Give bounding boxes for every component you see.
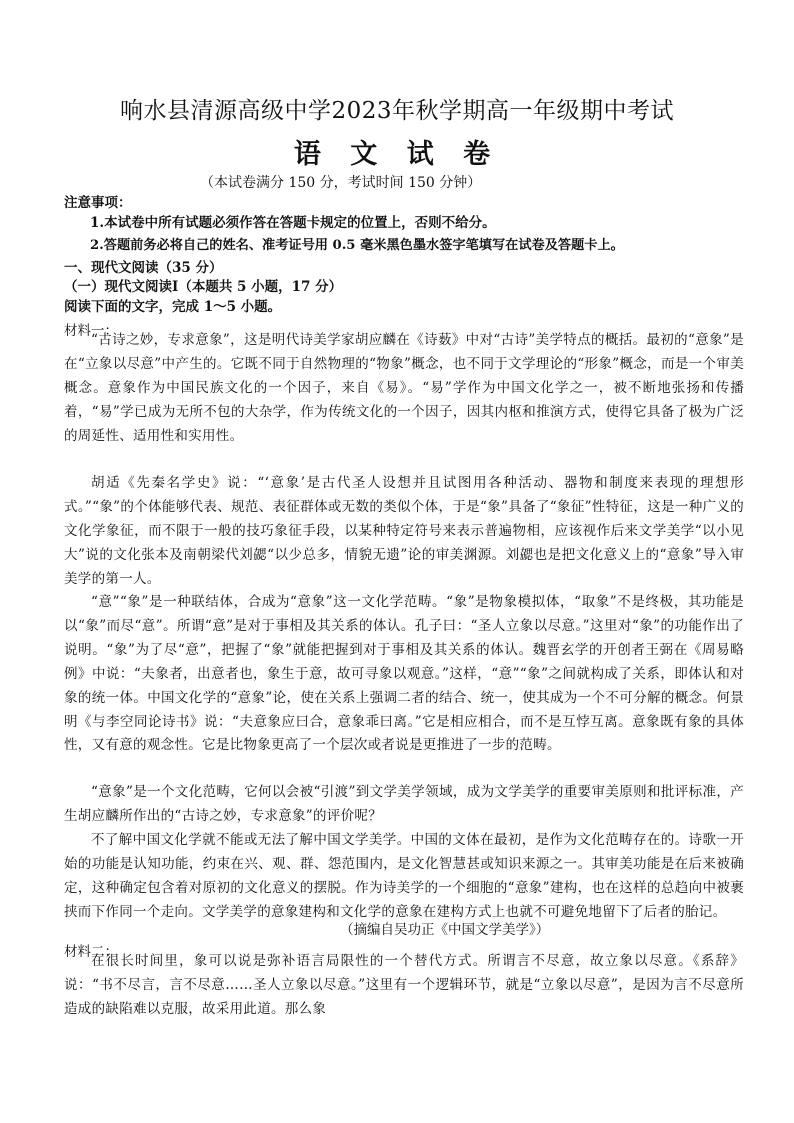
school-title: 响水县清源高级中学2023年秋学期高一年级期中考试 <box>119 98 675 124</box>
section-subheading: （一）现代文阅读Ⅰ（本题共 5 小题，17 分） <box>64 279 343 295</box>
paragraph: “意象”是一个文化范畴，它何以会被“引渡”到文学美学领域，成为文学美学的重要审美原则和批评标准，产生胡应麟所作出的“古诗之妙，专求意象”的评价呢？ <box>64 784 744 824</box>
exam-meta: （本试卷满分 150 分，考试时间 150 分钟） <box>200 175 482 191</box>
paragraph: 在很长时间里，象可以说是弥补语言局限性的一个替代方式。所谓言不尽意，故立象以尽意。《系辞》说：“书不尽言，言不尽意……圣人立象以尽意。”这里有一个逻辑环节，就是“立象以尽意”，是因为言不尽意所造成的缺陷难以克服，故采用此道。那么象 <box>64 953 744 1017</box>
notice-item: 1.本试卷中所有试题必须作答在答题卡规定的位置上，否则不给分。 <box>90 215 496 231</box>
notice-item: 2.答题前务必将自己的姓名、准考证号用 0.5 毫米黑色墨水签字笔填写在试卷及答题卡上。 <box>90 238 624 253</box>
paragraph: “意”“象”是一种联结体，合成为“意象”这一文化学范畴。“象”是物象模拟体，“取象”不是终极，其功能是以“象”而尽“意”。所谓“意”是对于事相及其关系的体认。孔子曰：“圣人立象以尽意。”这里对“象”的功能作出了说明。“象”为了尽“意”，把握了“象”就能把握到对于事相及其关系的体认。魏晋玄学的开创者王弼在《周易略例》中说：“夫象者，出意者也，象生于意，故可寻象以观意。”这样，“意”“象”之间就构成了关系，即体认和对象的统一体。中国文化学的“意象”论，使在关系上强调二者的结合、统一，使其成为一个不可分解的概念。何景明《与李空同论诗书》说：“夫意象应曰合，意象乖曰离。”它是相应相合，而不是互悖互离。意象既有象的具体性，又有意的观念性。它是比物象更高了一个层次或者说是更推进了一步的范畴。 <box>64 594 744 754</box>
paragraph: “古诗之妙，专求意象”，这是明代诗美学家胡应麟在《诗薮》中对“古诗”美学特点的概括。最初的“意象”是在“立象以尽意”中产生的。它既不同于自然物理的“物象”概念，也不同于文学理论的“形象”概念，而是一个审美概念。意象作为中国民族文化的一个因子，来自《易》。“易”学作为中国文化学之一，被不断地张扬和传播着，“易”学已成为无所不包的大杂学，作为传统文化的一个因子，因其内枢和推演方式，使得它具备了极为广泛的周延性、适用性和实用性。 <box>64 332 744 444</box>
section-heading: 一、现代文阅读（35 分） <box>64 260 223 276</box>
notice-heading: 注意事项： <box>64 195 132 211</box>
paragraph: 胡适《先秦名学史》说：“‘意象’是古代圣人设想并且试图用各种活动、器物和制度来表现的理想形式。”“象”的个体能够代表、规范、表征群体或无数的类似个体，于是“象”具备了“象征”性特征，这是一种广义的文化学象征，而不限于一般的技巧象征手段，以某种特定符号来表示普遍物相，应该视作后来文学美学“以小见大”说的文化张本及南朝梁代刘勰“以少总多，情貌无遗”论的审美渊源。刘勰也是把文化意义上的“意象”导入审美学的第一人。 <box>64 475 744 587</box>
reading-instruction: 阅读下面的文字，完成 1～5 小题。 <box>64 299 282 315</box>
paragraph: 不了解中国文化学就不能或无法了解中国文学美学。中国的文体在最初，是作为文化范畴存在的。诗歌一开始的功能是认知功能，约束在兴、观、群、怨范围内，是文化智慧甚或知识来源之一。其审美功能是在后来被确定，这种确定包含着对原初的文化意义的摆脱。作为诗美学的一个细胞的“意象”建构，也在这样的总趋向中被裹挟而下作同一个走向。文学美学的意象建构和文化学的意象在建构方式上也就不可避免地留下了后者的胎记。 <box>64 832 744 920</box>
material-label: 材料二： <box>64 944 118 960</box>
material-source: （摘编自吴功正《中国文学美学》） <box>340 922 550 938</box>
material-label: 材料一： <box>64 323 118 339</box>
paper-title: 语 文 试 卷 <box>293 139 501 170</box>
